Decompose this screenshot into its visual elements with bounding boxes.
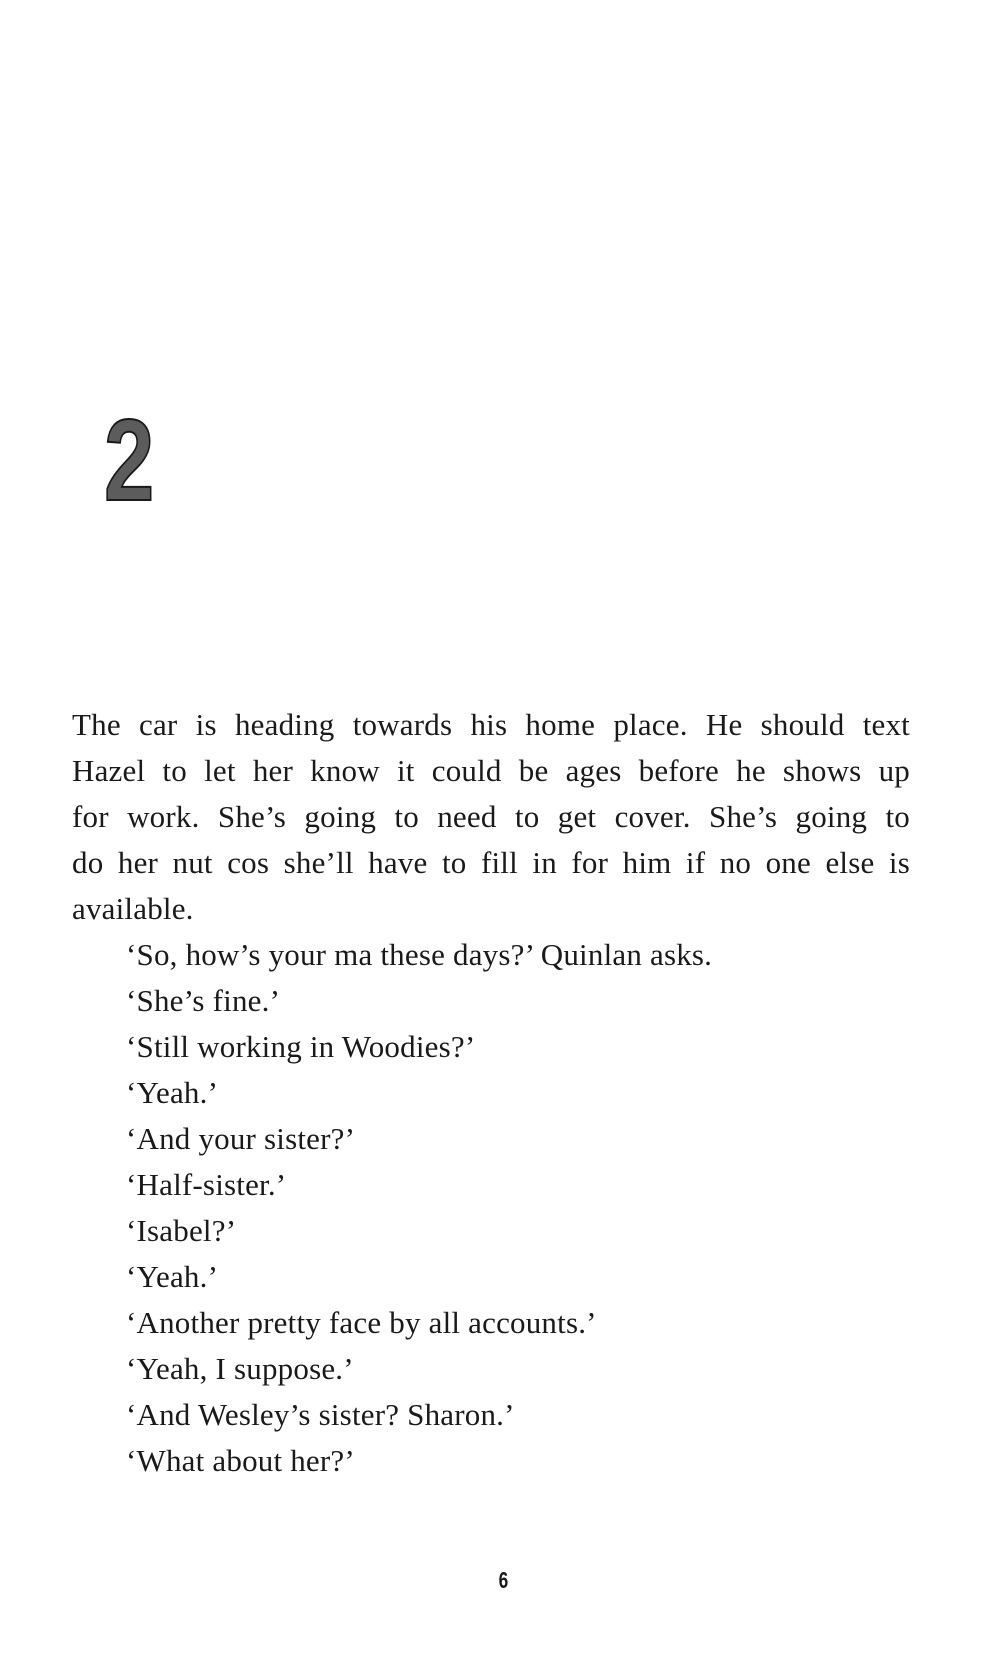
text-line: for work. She’s going to need to get cover. She’s going to: [72, 799, 910, 834]
text-line: available.: [72, 891, 194, 926]
dialogue-line: ‘Yeah.’: [126, 1259, 219, 1294]
page-number-label: 6: [498, 1567, 508, 1593]
dialogue-line: ‘She’s fine.’: [126, 983, 281, 1018]
dialogue-line: ‘What about her?’: [126, 1443, 355, 1478]
dialogue-line: ‘Yeah.’: [126, 1075, 219, 1110]
chapter-number: 2: [104, 395, 155, 525]
body-text: [72, 702, 910, 1484]
dialogue-line: ‘Half-sister.’: [126, 1167, 287, 1202]
page-number: [0, 1567, 1006, 1594]
dialogue-line: ‘And Wesley’s sister? Sharon.’: [126, 1397, 515, 1432]
narrative-paragraph: [72, 702, 910, 932]
dialogue-line: ‘Still working in Woodies?’: [126, 1029, 476, 1064]
dialogue-line: ‘Another pretty face by all accounts.’: [126, 1305, 597, 1340]
text-line: do her nut cos she’ll have to fill in for him if no one else is: [72, 845, 910, 880]
dialogue-line: ‘So, how’s your ma these days?’ Quinlan asks.: [126, 937, 713, 972]
dialogue-line: ‘Yeah, I suppose.’: [126, 1351, 354, 1386]
dialogue-line: ‘And your sister?’: [126, 1121, 356, 1156]
dialogue-block: [72, 932, 910, 1484]
text-line: The car is heading towards his home place. He should text: [72, 707, 910, 742]
text-line: Hazel to let her know it could be ages before he shows up: [72, 753, 910, 788]
dialogue-line: ‘Isabel?’: [126, 1213, 237, 1248]
